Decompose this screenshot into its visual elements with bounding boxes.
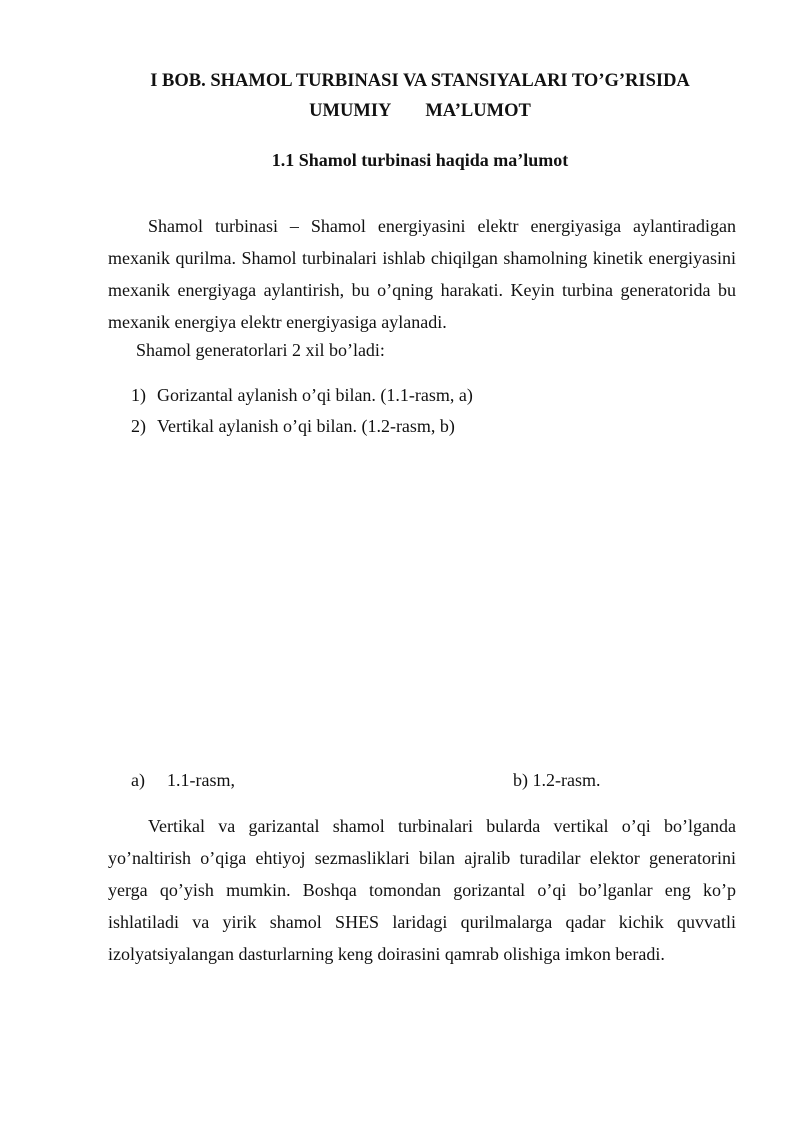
list-item-text: Gorizantal aylanish o’qi bilan. (1.1-rasm, a) <box>157 385 473 405</box>
generator-types-intro: Shamol generatorlari 2 xil bo’ladi: <box>136 340 385 360</box>
list-item-text: Vertikal aylanish o’qi bilan. (1.2-rasm, b) <box>157 416 455 436</box>
list-item <box>131 411 473 442</box>
figure-caption-a <box>131 766 235 794</box>
caption-a-letter: a) <box>131 770 145 790</box>
figure-placeholder <box>108 450 736 760</box>
chapter-title-line-2: UMUMIY MA’LUMOT <box>309 101 531 121</box>
chapter-title-line-1: I BOB. SHAMOL TURBINASI VA STANSIYALARI TO’G’RISIDA <box>150 71 690 91</box>
list-item-number: 2) <box>131 416 146 436</box>
paragraph-turbine-definition: Shamol turbinasi – Shamol energiyasini elektr energiyasiga aylantiradigan mexanik qurilma. Shamol turbinalari ishlab chiqilgan shamolning kinetik energiyasini mexanik energiyaga aylantirish, bu o’qning harakati. Keyin turbina generatorida bu mexanik energiya elektr energiyasiga aylanadi. <box>108 216 736 332</box>
generator-types-list <box>131 380 473 442</box>
caption-a-text: 1.1-rasm, <box>167 770 235 790</box>
figure-caption-b: b) 1.2-rasm. <box>513 770 601 790</box>
chapter-title <box>100 66 740 126</box>
section-title: 1.1 Shamol turbinasi haqida ma’lumot <box>271 150 569 170</box>
list-item <box>131 380 473 411</box>
list-item-number: 1) <box>131 385 146 405</box>
paragraph-turbine-comparison: Vertikal va garizantal shamol turbinalari bularda vertikal o’qi bo’lganda yo’naltirish o’qiga ehtiyoj sezmasliklari bilan ajralib turadilar elektor generatorini yerga qo’yish mumkin. Boshqa tomondan gorizantal o’qi bo’lganlar eng ko’p ishlatiladi va yirik shamol SHES laridagi qurilmalarga qadar kichik quvvatli izolyatsiyalangan dasturlarning keng doirasini qamrab olishiga imkon beradi. <box>108 816 736 964</box>
